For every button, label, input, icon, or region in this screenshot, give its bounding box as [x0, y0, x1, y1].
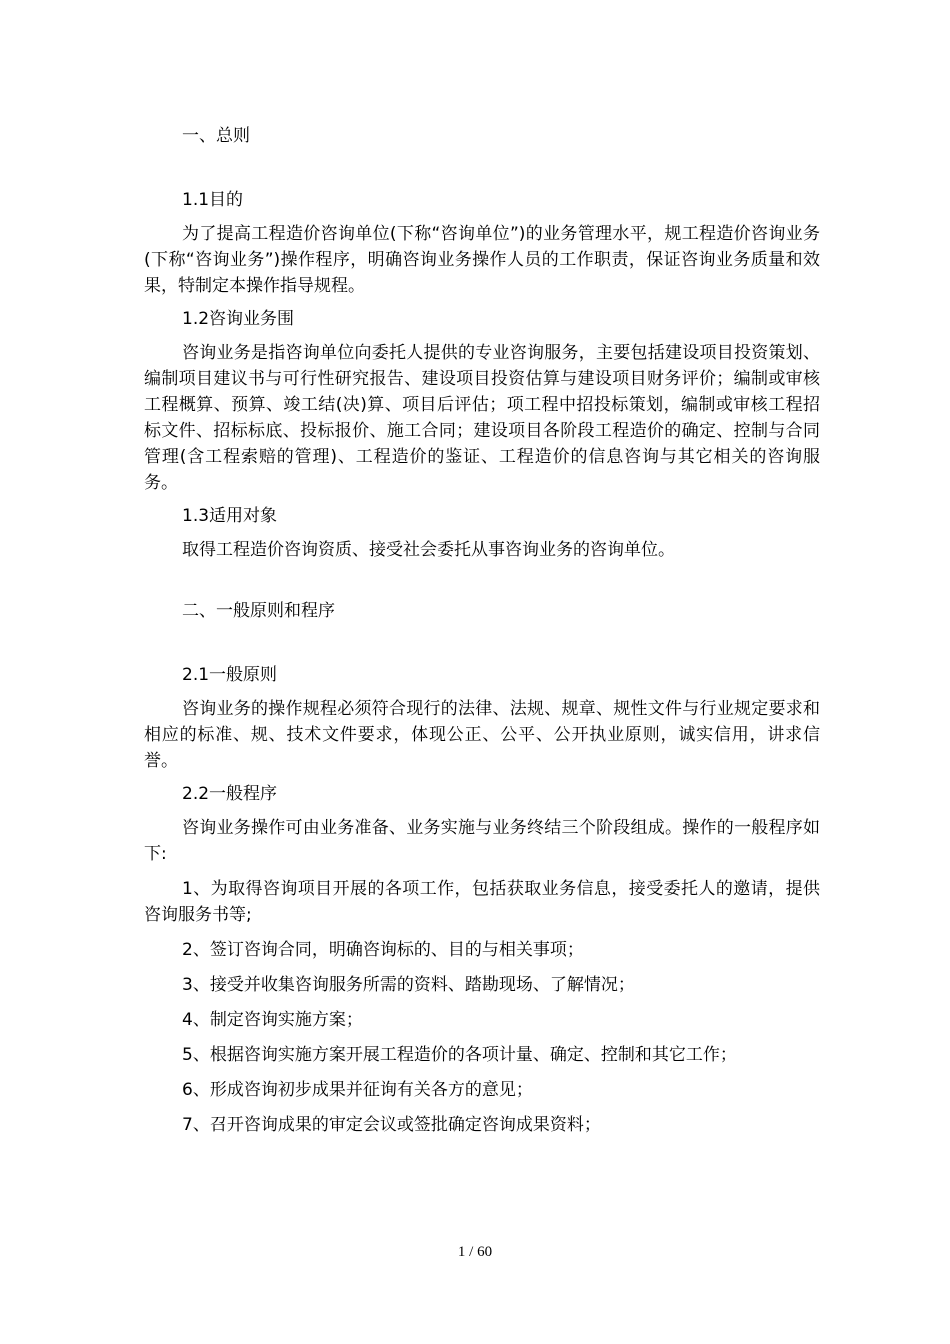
section-1-1-title: 1.1目的	[182, 190, 244, 210]
section-1-3-title: 1.3适用对象	[182, 506, 278, 526]
document-body	[144, 122, 820, 1138]
section-1-2-text: 咨询业务是指咨询单位向委托人提供的专业咨询服务，主要包括建设项目投资策划、编制项目建议书与可行性研究报告、建设项目投资估算与建设项目财务评价；编制或审核工程概算、预算、竣工结(决)算、项目后评估；项工程中招投标策划，编制或审核工程招标文件、招标标底、投标报价、施工合同；建设项目各阶段工程造价的确定、控制与合同管理(含工程索赔的管理)、工程造价的鉴证、工程造价的信息咨询与其它相关的咨询服务。	[144, 343, 820, 493]
procedure-step-2: 2、签订咨询合同，明确咨询标的、目的与相关事项；	[182, 940, 584, 960]
section-1-1-text: 为了提高工程造价咨询单位(下称“咨询单位”)的业务管理水平，规工程造价咨询业务(下称“咨询业务”)操作程序，明确咨询业务操作人员的工作职责，保证咨询业务质量和效果，特制定本操作指导规程。	[144, 224, 820, 296]
procedure-step-6: 6、形成咨询初步成果并征询有关各方的意见；	[182, 1080, 533, 1100]
section-1-2-title: 1.2咨询业务围	[182, 309, 295, 329]
procedure-step-5: 5、根据咨询实施方案开展工程造价的各项计量、确定、控制和其它工作；	[182, 1045, 737, 1065]
procedure-step-4: 4、制定咨询实施方案；	[182, 1010, 363, 1030]
page-number: 1 / 60	[457, 1244, 493, 1260]
section-2-title: 二、一般原则和程序	[182, 601, 335, 621]
procedure-step-7: 7、召开咨询成果的审定会议或签批确定咨询成果资料；	[182, 1115, 601, 1135]
section-2-2-intro: 咨询业务操作可由业务准备、业务实施与业务终结三个阶段组成。操作的一般程序如下:	[144, 818, 820, 864]
section-2-1-title: 2.1一般原则	[182, 665, 278, 685]
procedure-step-1: 1、为取得咨询项目开展的各项工作，包括获取业务信息，接受委托人的邀请，提供咨询服务书等;	[144, 879, 820, 925]
section-1-title: 一、总则	[182, 126, 250, 146]
section-1-3-text: 取得工程造价咨询资质、接受社会委托从事咨询业务的咨询单位。	[182, 540, 675, 560]
procedure-step-3: 3、接受并收集咨询服务所需的资料、踏勘现场、了解情况；	[182, 975, 635, 995]
section-2-2-title: 2.2一般程序	[182, 784, 278, 804]
section-2-1-text: 咨询业务的操作规程必须符合现行的法律、法规、规章、规性文件与行业规定要求和相应的标准、规、技术文件要求，体现公正、公平、公开执业原则，诚实信用，讲求信誉。	[144, 699, 820, 771]
